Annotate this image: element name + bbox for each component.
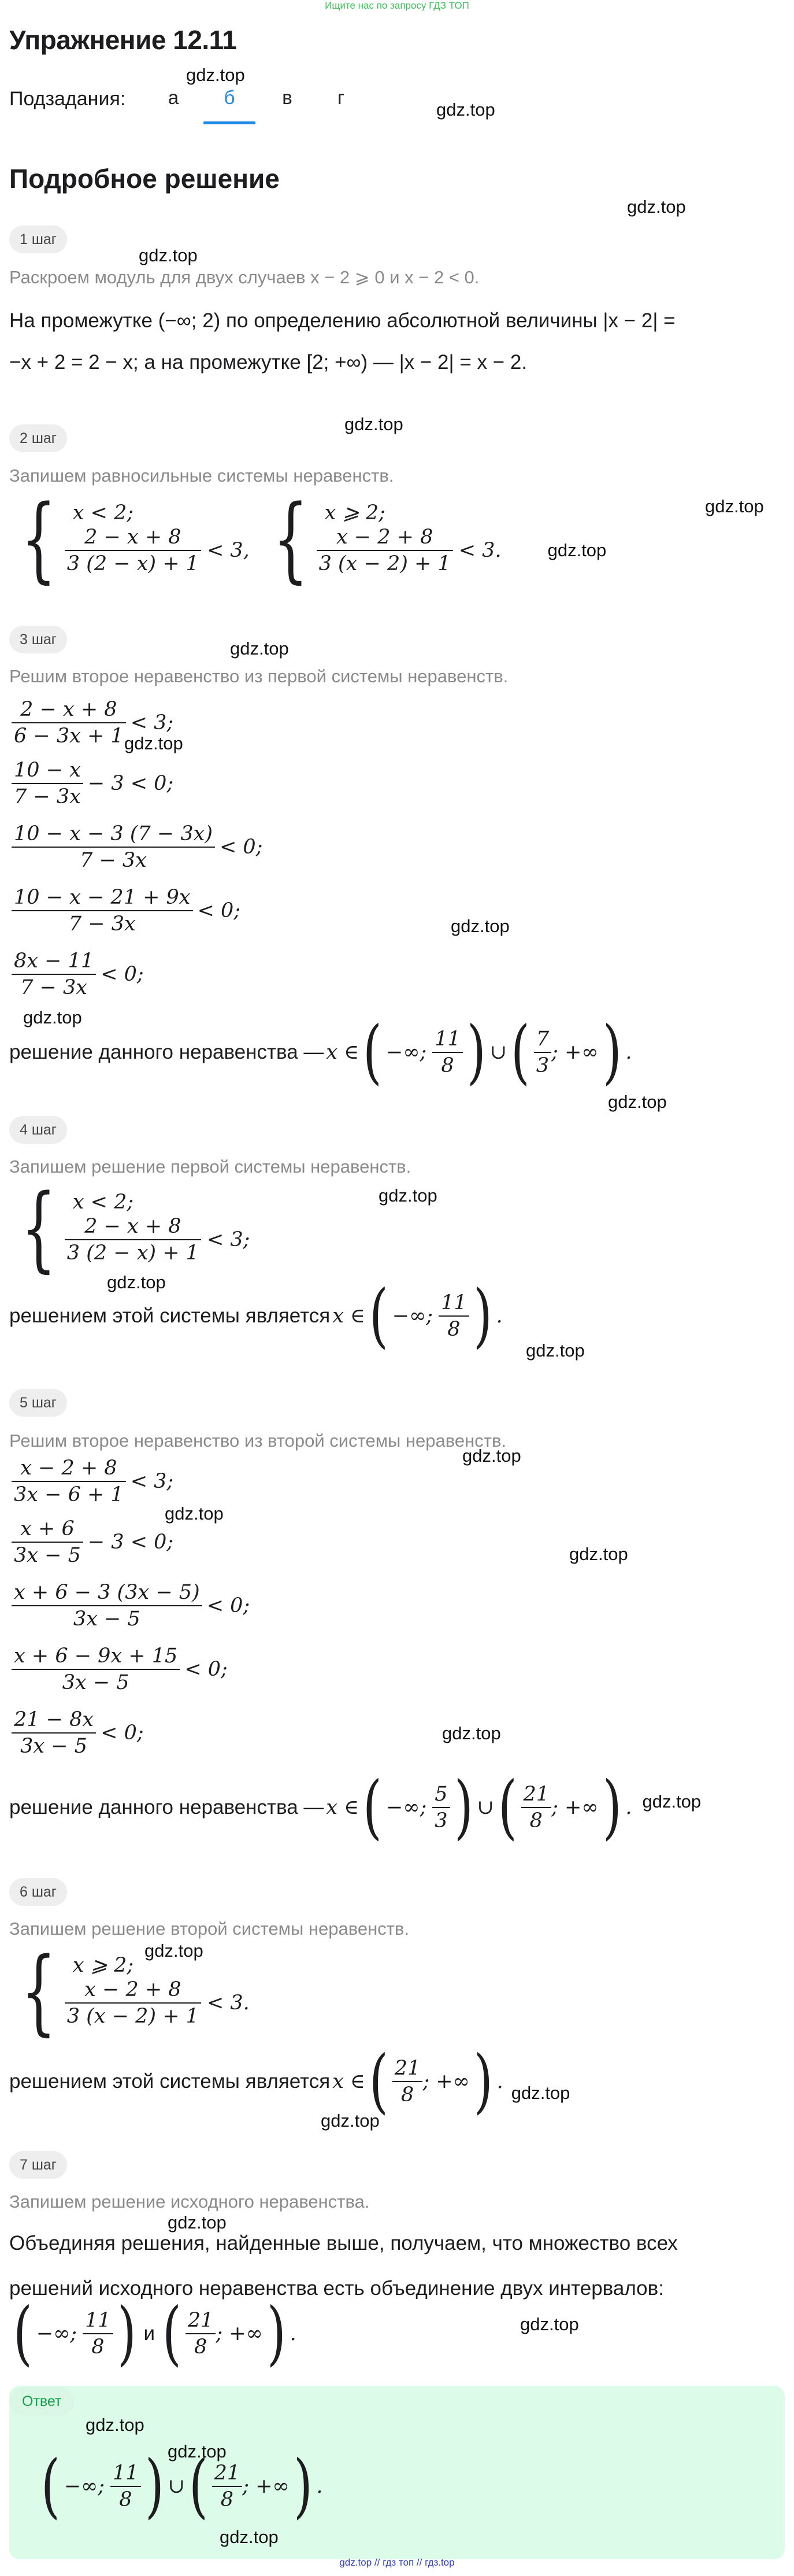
watermark: gdz.top — [436, 99, 495, 120]
step-result: решение данного неравенства — x ∈ ( −∞; $\frac{11}{8}$ ) ∪ ( $\frac{7}{3}$ ; +∞ ) . — [9, 1012, 632, 1092]
watermark: gdz.top — [86, 2415, 144, 2435]
step-badge: 2 шаг — [9, 424, 67, 452]
watermark: gdz.top — [547, 540, 607, 560]
result-text: решением этой системы является — [9, 1304, 331, 1327]
math-text: и — [143, 2322, 155, 2345]
result-text: решение данного неравенства — — [9, 1796, 324, 1819]
result-text: решением этой системы является — [9, 2070, 331, 2093]
numerator: 21 — [185, 2308, 216, 2334]
numerator: 8x − 11 — [12, 948, 96, 975]
step-badge: 4 шаг — [9, 1116, 67, 1144]
watermark: gdz.top — [511, 2083, 570, 2103]
step-text: Объединяя решения, найденные выше, получаем, что множество всех — [9, 2232, 678, 2255]
fraction — [12, 821, 215, 873]
numerator: x + 6 — [12, 1516, 83, 1543]
math-text: ∪ — [168, 2475, 185, 2498]
numerator: 21 — [392, 2056, 423, 2082]
math-tail: < 3; — [130, 1470, 174, 1493]
step-text: −x + 2 = 2 − x; а на промежутке [2; +∞) — |x − 2| = x − 2. — [9, 351, 528, 374]
math-text: ; +∞ — [551, 1796, 599, 1819]
math-tail: < 0; — [101, 963, 144, 986]
step-badge: 7 шаг — [9, 2151, 67, 2179]
watermark: gdz.top — [520, 2314, 579, 2334]
paren: ( — [363, 1767, 382, 1847]
watermark: gdz.top — [124, 733, 183, 753]
denominator: 8 — [119, 2488, 132, 2511]
math-text: . — [316, 2475, 323, 2498]
denominator: 3 (x − 2) + 1 — [66, 2005, 199, 2028]
fraction — [65, 1977, 201, 2029]
numerator: 21 — [212, 2460, 243, 2487]
denominator: 8 — [529, 1809, 543, 1832]
denominator: 8 — [220, 2488, 234, 2511]
paren: ( — [363, 1012, 382, 1092]
paren: ) — [144, 2446, 164, 2526]
step-result — [9, 1276, 503, 1356]
tab-a[interactable]: а — [168, 87, 179, 108]
numerator: 21 — [521, 1782, 552, 1808]
fraction — [12, 1580, 202, 1632]
denominator: 3x − 5 — [20, 1735, 87, 1758]
denominator: 8 — [447, 1318, 461, 1341]
numerator: 11 — [110, 2460, 141, 2487]
denominator: 3x − 5 — [14, 1544, 81, 1567]
math-text: . — [290, 2322, 296, 2345]
fraction — [212, 2460, 243, 2512]
fraction — [65, 524, 201, 576]
denominator: 3 — [435, 1809, 448, 1832]
watermark: gdz.top — [220, 2527, 279, 2547]
result-math: x ∈ — [326, 1041, 359, 1064]
tab-g[interactable]: г — [337, 87, 345, 108]
math-tail: − 3 < 0; — [87, 772, 174, 795]
paren: ( — [511, 1012, 530, 1092]
step-result — [9, 1767, 702, 1847]
numerator: 10 − x − 21 + 9x — [12, 885, 193, 911]
watermark: gdz.top — [705, 496, 764, 516]
watermark: gdz.top — [627, 197, 686, 217]
fraction — [12, 697, 126, 749]
numerator: 11 — [439, 1290, 469, 1317]
numerator: 5 — [432, 1782, 450, 1808]
paren: ) — [454, 1767, 473, 1847]
math-text: ∪ — [489, 1041, 507, 1064]
math-tail: < 0; — [184, 1658, 228, 1681]
math-text: ; +∞ — [242, 2475, 290, 2498]
numerator: 21 − 8x — [12, 1707, 96, 1734]
math-text: −∞; — [386, 1796, 427, 1819]
step-description: Раскроем модуль для двух случаев x − 2 ⩾ 0 и x − 2 < 0. — [9, 267, 480, 287]
denominator: 8 — [441, 1054, 454, 1077]
math-text: . — [625, 1796, 632, 1819]
watermark: gdz.top — [186, 65, 245, 85]
system-line: x ⩾ 2; — [324, 501, 385, 524]
active-tab-underline — [203, 121, 255, 124]
numerator: 2 − x + 8 — [65, 524, 201, 551]
step-badge: 5 шаг — [9, 1389, 67, 1417]
fraction — [439, 1290, 469, 1342]
fraction — [12, 885, 193, 937]
equation-system — [9, 485, 607, 593]
step-result — [9, 2293, 296, 2374]
answer-badge: Ответ — [9, 2387, 74, 2416]
result-math: x ∈ — [332, 1304, 365, 1328]
denominator: 3 (2 − x) + 1 — [66, 1241, 199, 1265]
inequality-chain — [12, 1453, 250, 1765]
tab-v[interactable]: в — [282, 87, 292, 108]
watermark: gdz.top — [344, 414, 403, 434]
step-description: Запишем равносильные системы неравенств. — [9, 465, 394, 486]
fraction — [185, 2308, 216, 2360]
math-tail: − 3 < 0; — [87, 1531, 174, 1554]
step-description: Запишем решение первой системы неравенств. — [9, 1156, 411, 1177]
denominator: 8 — [194, 2335, 207, 2359]
system-line: x < 2; — [72, 501, 134, 524]
math-tail: < 0; — [197, 899, 241, 922]
watermark: gdz.top — [451, 916, 510, 936]
step-description: Решим второе неравенство из первой системы неравенств. — [9, 666, 509, 686]
step-text: На промежутке (−∞; 2) по определению абсолютной величины |x − 2| = — [9, 309, 676, 332]
denominator: 3 (2 − x) + 1 — [66, 552, 199, 575]
step-description: Запишем решение исходного неравенства. — [9, 2191, 370, 2212]
paren: ( — [188, 2446, 208, 2526]
step-badge: 3 шаг — [9, 626, 67, 653]
paren: ) — [602, 1767, 622, 1847]
step-result — [9, 2041, 570, 2122]
result-math: x ∈ — [326, 1796, 359, 1819]
watermark: gdz.top — [144, 1941, 203, 1961]
system-line: < 3. — [206, 1991, 250, 2015]
numerator: 2 − x + 8 — [12, 697, 126, 723]
numerator: x − 2 + 8 — [65, 1977, 201, 2004]
subtasks-label: Подзадания: — [9, 88, 126, 110]
system-line: < 3; — [206, 1228, 250, 1251]
watermark: gdz.top — [608, 1092, 667, 1112]
numerator: x + 6 − 3 (3x − 5) — [12, 1580, 202, 1606]
watermark: gdz.top — [23, 1007, 82, 1028]
math-text: ; +∞ — [422, 2070, 470, 2093]
fraction — [534, 1026, 551, 1078]
numerator: 10 − x — [12, 757, 83, 784]
paren: ) — [466, 1012, 486, 1092]
system-line: < 3, — [206, 539, 250, 562]
paren: ( — [162, 2293, 181, 2374]
fraction — [12, 1516, 83, 1568]
watermark: gdz.top — [462, 1446, 521, 1466]
paren: ( — [41, 2446, 60, 2526]
left-brace: { — [21, 1937, 57, 2045]
system-line: x ⩾ 2; — [72, 1954, 134, 1977]
left-brace: { — [273, 485, 309, 593]
fraction — [12, 948, 96, 1000]
watermark: gdz.top — [168, 2441, 227, 2462]
system-line: x < 2; — [72, 1191, 134, 1214]
paren: ( — [13, 2293, 32, 2374]
numerator: 11 — [83, 2308, 113, 2334]
paren: ( — [369, 1276, 388, 1356]
denominator: 3x − 5 — [62, 1671, 129, 1694]
fraction — [83, 2308, 113, 2360]
watermark: gdz.top — [321, 2111, 380, 2131]
paren: ) — [266, 2293, 286, 2374]
watermark: gdz.top — [442, 1723, 501, 1743]
left-brace: { — [21, 1174, 57, 1282]
math-text: −∞; — [64, 2475, 105, 2498]
watermark: gdz.top — [139, 245, 198, 265]
fraction — [521, 1782, 552, 1834]
step-description: Запишем решение второй системы неравенств. — [9, 1919, 409, 1939]
denominator: 3x − 5 — [73, 1607, 140, 1631]
watermark: gdz.top — [107, 1272, 166, 1292]
paren: ( — [369, 2041, 388, 2122]
watermark: gdz.top — [165, 1503, 224, 1524]
paren: ) — [473, 2041, 493, 2122]
watermark: gdz.top — [642, 1791, 702, 1812]
denominator: 8 — [91, 2335, 105, 2359]
fraction — [317, 524, 453, 576]
step-badge: 6 шаг — [9, 1878, 67, 1906]
step-text: решений исходного неравенства есть объединение двух интервалов: — [9, 2277, 664, 2300]
numerator: 2 − x + 8 — [65, 1214, 201, 1240]
watermark: gdz.top — [379, 1185, 437, 1206]
paren: ( — [498, 1767, 517, 1847]
numerator: 10 − x − 3 (7 − 3x) — [12, 821, 215, 848]
fraction — [110, 2460, 141, 2512]
result-text: решение данного неравенства — — [9, 1041, 324, 1063]
equation-system — [9, 1937, 250, 2045]
denominator: 7 − 3x — [68, 912, 136, 936]
fraction — [392, 2056, 423, 2108]
fraction — [432, 1026, 463, 1078]
fraction — [12, 1643, 180, 1695]
numerator: x + 6 − 9x + 15 — [12, 1643, 180, 1670]
watermark: gdz.top — [168, 2212, 227, 2233]
paren: ) — [602, 1012, 622, 1092]
numerator: 7 — [534, 1026, 551, 1053]
page-title: Упражнение 12.11 — [9, 25, 237, 55]
math-text: ; +∞ — [216, 2322, 263, 2345]
denominator: 7 − 3x — [14, 785, 81, 808]
denominator: 7 − 3x — [80, 849, 147, 872]
math-text: . — [496, 2070, 503, 2093]
footer-links[interactable]: gdz.top // гдз топ // гдз.top — [339, 2557, 455, 2568]
math-text: ; +∞ — [551, 1041, 599, 1064]
tab-b[interactable]: б — [224, 87, 235, 108]
system-line: < 3. — [458, 539, 502, 562]
result-math: x ∈ — [332, 2070, 365, 2093]
watermark: gdz.top — [526, 1340, 585, 1361]
watermark: gdz.top — [230, 638, 289, 659]
fraction — [12, 1707, 96, 1759]
math-text: . — [496, 1304, 503, 1328]
math-tail: < 0; — [206, 1594, 250, 1617]
math-tail: < 0; — [219, 836, 263, 859]
math-text: −∞; — [36, 2322, 77, 2345]
math-tail: < 0; — [101, 1721, 144, 1745]
denominator: 3 — [536, 1054, 550, 1077]
step-description: Решим второе неравенство из второй системы неравенств. — [9, 1431, 507, 1451]
denominator: 7 − 3x — [20, 976, 87, 999]
denominator: 6 − 3x + 1 — [14, 725, 124, 748]
math-tail: < 3; — [130, 711, 174, 734]
top-ad-link[interactable]: Ищите нас по запросу ГДЗ ТОП — [325, 0, 469, 11]
denominator: 3x − 6 + 1 — [14, 1483, 124, 1506]
step-badge: 1 шаг — [9, 226, 67, 253]
denominator: 3 (x − 2) + 1 — [318, 552, 451, 575]
paren: ) — [117, 2293, 136, 2374]
fraction — [432, 1782, 450, 1834]
paren: ) — [293, 2446, 313, 2526]
numerator: x − 2 + 8 — [12, 1455, 126, 1482]
paren: ) — [473, 1276, 492, 1356]
left-brace: { — [21, 485, 57, 593]
numerator: x − 2 + 8 — [317, 524, 453, 551]
math-text: ∪ — [477, 1796, 494, 1819]
math-text: −∞; — [386, 1041, 427, 1064]
section-title: Подробное решение — [9, 164, 280, 194]
watermark: gdz.top — [569, 1544, 628, 1564]
denominator: 8 — [400, 2083, 414, 2106]
fraction — [12, 757, 83, 810]
numerator: 11 — [432, 1026, 463, 1053]
fraction — [12, 1455, 126, 1507]
math-text: −∞; — [392, 1304, 433, 1328]
fraction — [65, 1214, 201, 1266]
